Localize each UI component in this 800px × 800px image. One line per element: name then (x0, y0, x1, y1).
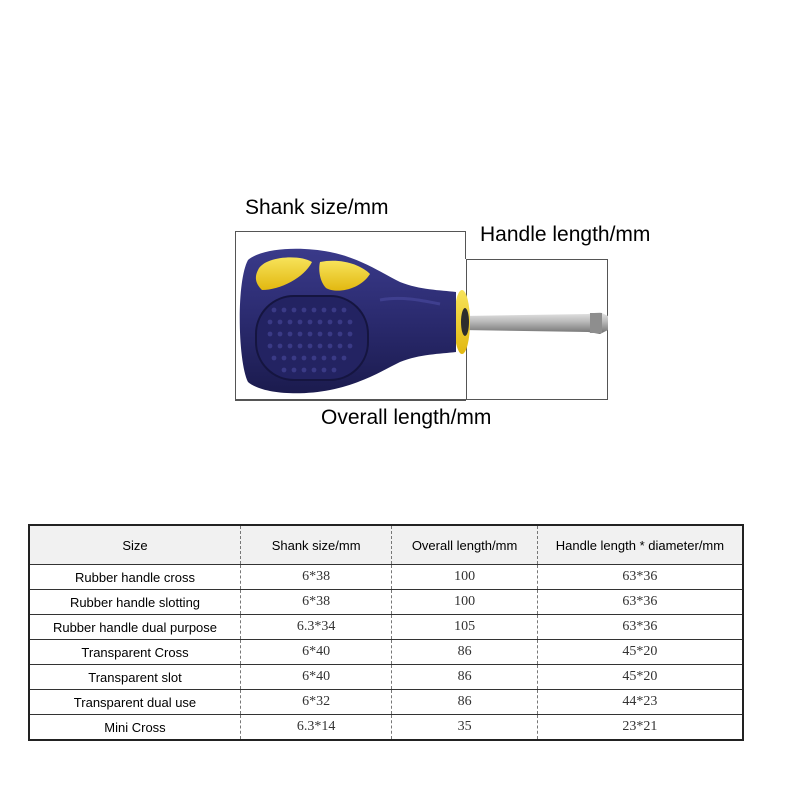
overall-cell: 100 (392, 565, 538, 590)
size-cell: Transparent dual use (29, 690, 240, 715)
size-cell: Transparent slot (29, 665, 240, 690)
shank-cell: 6*40 (240, 665, 391, 690)
size-cell: Rubber handle cross (29, 565, 240, 590)
size-cell: Mini Cross (29, 715, 240, 741)
table-row (29, 715, 743, 741)
slot-tip (590, 313, 602, 333)
overall-length-label: Overall length/mm (321, 406, 492, 429)
table-row (29, 665, 743, 690)
handle-cell: 63*36 (537, 615, 743, 640)
shank-cell: 6.3*34 (240, 615, 391, 640)
overall-cell: 86 (392, 640, 538, 665)
handle-length-label: Handle length/mm (480, 223, 651, 246)
handle-cell: 45*20 (537, 640, 743, 665)
shank-cell: 6.3*14 (240, 715, 391, 741)
overall-cell: 35 (392, 715, 538, 741)
handle-cell: 63*36 (537, 565, 743, 590)
table-row (29, 590, 743, 615)
shank-cell: 6*32 (240, 690, 391, 715)
size-cell: Rubber handle slotting (29, 590, 240, 615)
table-row (29, 615, 743, 640)
shank-cell: 6*38 (240, 565, 391, 590)
table-row (29, 640, 743, 665)
overall-cell: 86 (392, 690, 538, 715)
shank-cell: 6*38 (240, 590, 391, 615)
shaft (462, 312, 608, 334)
table-row (29, 690, 743, 715)
header-overall-length: Overall length/mm (392, 525, 538, 565)
header-handle-length-diameter: Handle length * diameter/mm (537, 525, 743, 565)
ferrule-hole (461, 308, 469, 336)
handle-cell: 44*23 (537, 690, 743, 715)
shank-cell: 6*40 (240, 640, 391, 665)
shank-size-label: Shank size/mm (245, 196, 389, 219)
table-row (29, 565, 743, 590)
size-cell: Transparent Cross (29, 640, 240, 665)
handle-cell: 63*36 (537, 590, 743, 615)
header-row (29, 525, 743, 565)
spec-table (28, 524, 744, 741)
size-cell: Rubber handle dual purpose (29, 615, 240, 640)
overall-cell: 100 (392, 590, 538, 615)
header-size: Size (29, 525, 240, 565)
overall-cell: 105 (392, 615, 538, 640)
handle-cell: 23*21 (622, 719, 658, 734)
header-shank-size: Shank size/mm (240, 525, 391, 565)
handle-cell: 45*20 (537, 665, 743, 690)
overall-cell: 86 (392, 665, 538, 690)
